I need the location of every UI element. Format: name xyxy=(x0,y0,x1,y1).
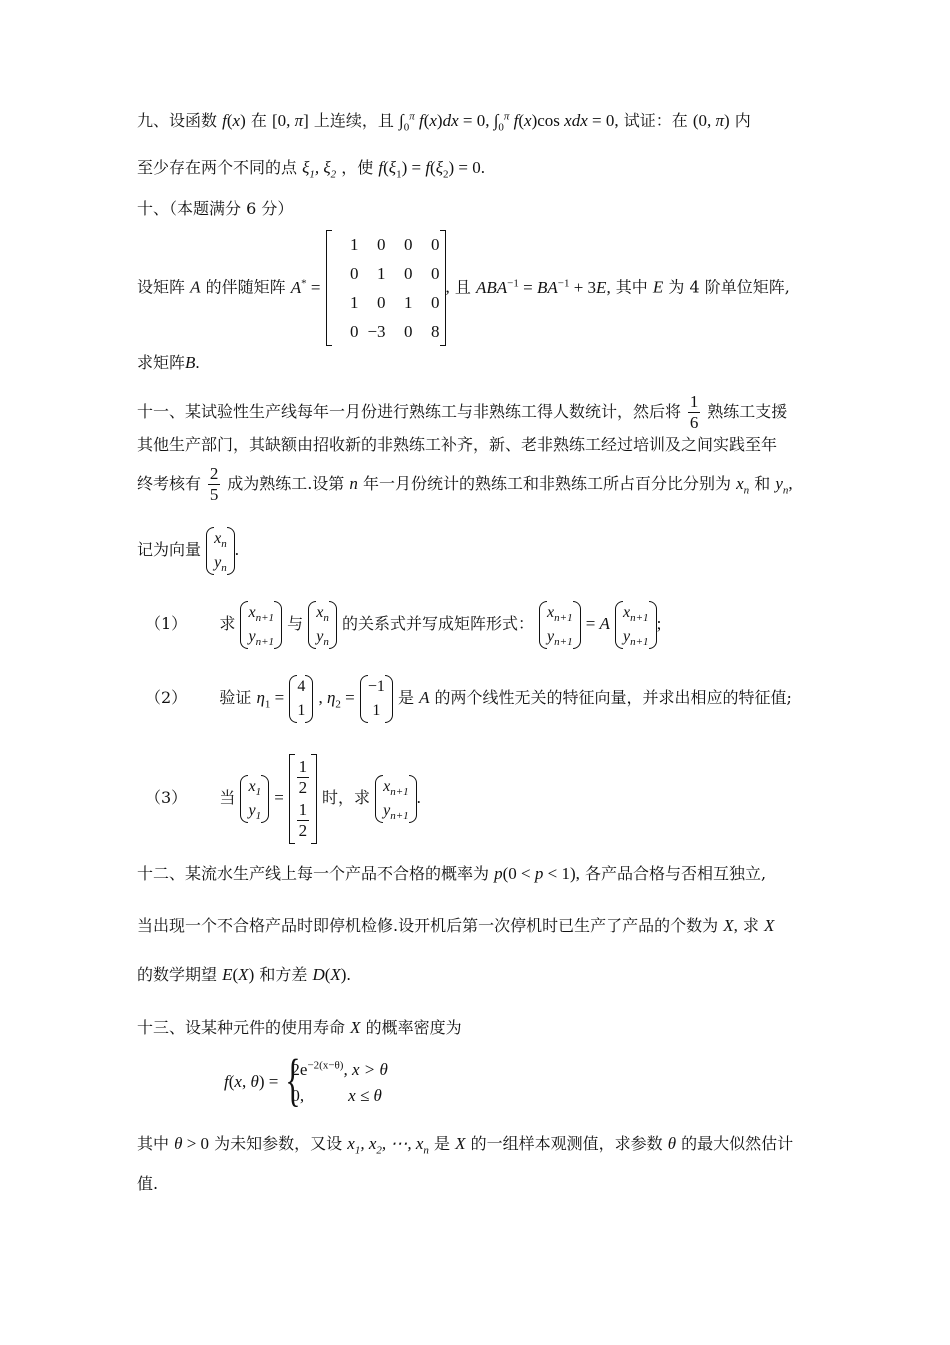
p10-text: 其中 xyxy=(615,277,648,297)
q2-text: 的两个线性无关的特征向量，并求出相应的特征值; xyxy=(434,688,792,707)
question-1: （1） 求 $x_{n+1}$ $y_{n+1}$ 与 $x_n$ $y_n$ 的关系式并写成矩阵形式： $x_{n+1}$ $y_{n+1}$ = A $x_{n+1}$ $y_{n+1}$ ; xyxy=(145,596,661,652)
p9-text: ，使 xyxy=(341,158,374,177)
p11-text: 和 xyxy=(754,474,771,493)
p13-text: 其中 xyxy=(137,1134,170,1153)
p13-text: 的最大似然估计 xyxy=(681,1134,794,1153)
q2-text: 是 xyxy=(397,688,414,707)
p11-text: 十一、某试验性生产线每年一月份进行熟练工与非熟练工得人数统计，然后将 xyxy=(137,402,682,421)
fraction-two-fifths: $\frac{2}{5}$ xyxy=(209,464,219,504)
problem-12-line-1: 十二、某流水生产线上每一个产品不合格的概率为 p(0 < p < 1), 各产品合格与否相互独立, xyxy=(137,864,767,883)
vector-next: $x_{n+1}$ $y_{n+1}$ xyxy=(375,773,417,825)
q3-text: 当 xyxy=(219,788,236,807)
problem-10-title: 十、（本题满分 6 分） xyxy=(137,199,294,218)
adjugate-matrix: 1 0 0 0 0 1 0 0 1 0 1 0 0 −3 0 8 xyxy=(326,230,446,346)
p9-text: 至少存在两个不同的点 xyxy=(137,158,298,177)
q3-label: （3） xyxy=(145,788,188,807)
fraction-one-sixth: $\frac{1}{6}$ xyxy=(689,392,699,432)
p12-text: 的数学期望 xyxy=(137,965,218,984)
vector-next: $x_{n+1}$ $y_{n+1}$ xyxy=(240,599,282,651)
integral-conditions: $\int_0^\pi$ f(x)dx = 0, $\int_0^\pi$ f(x)cos xdx = 0, xyxy=(399,110,619,134)
p11-text: 年一月份统计的熟练工和非熟练工所占百分比分别为 xyxy=(362,474,731,493)
problem-11-line-4: 记为向量 $x_n$ $y_n$ . xyxy=(137,522,239,578)
question-3: （3） 当 $x_1$ $y_1$ = $\frac{1}{2}$ $\frac{1}{2}$ 时，求 $x_{n+1}$ $y_{n+1}$ . xyxy=(145,748,421,848)
p10-text: 的伴随矩阵 xyxy=(205,277,286,297)
vector-xn-yn: $x_n$ $y_n$ xyxy=(206,525,235,577)
p12-text: 和方差 xyxy=(259,965,308,984)
vector-eta2: −1 1 xyxy=(360,673,393,725)
problem-13-line-3: 值. xyxy=(137,1174,159,1193)
q3-text: 时，求 xyxy=(321,788,370,807)
p13-text: 为未知参数，又设 xyxy=(214,1134,343,1153)
q1-text: 的关系式并写成矩阵形式： xyxy=(341,614,534,633)
vector-next: $x_{n+1}$ $y_{n+1}$ xyxy=(539,599,581,651)
vector-next: $x_{n+1}$ $y_{n+1}$ xyxy=(615,599,657,651)
q1-label: （1） xyxy=(145,614,188,633)
p12-text: 当出现一个不合格产品时即停机检修.设开机后第一次停机时已生产了产品的个数为 xyxy=(137,916,719,935)
problem-12-line-2: 当出现一个不合格产品时即停机检修.设开机后第一次停机时已生产了产品的个数为 X, 求 X xyxy=(137,916,775,935)
vector-x1-y1: $x_1$ $y_1$ xyxy=(240,773,269,825)
problem-12-line-3: 的数学期望 E(X) 和方差 D(X). xyxy=(137,965,351,984)
problem-11-line-3: 终考核有 $\frac{2}{5}$ 成为熟练工.设第 n 年一月份统计的熟练工和非熟练工所占百分比分别为 $x_n$ 和 $y_n$, xyxy=(137,464,793,504)
q1-text: 求 xyxy=(219,614,236,633)
problem-9-line-2: 至少存在两个不同的点 $\xi_1$, $\xi_2$ ，使 $f(\xi_1) = f(\xi_2) = 0$. xyxy=(137,158,485,181)
piecewise-cases: { $2e^{-2(x-\theta)}$, x > θ 0, x ≤ θ xyxy=(283,1057,387,1109)
p10-text: 设矩阵 xyxy=(137,277,186,297)
p10-text: 且 xyxy=(454,277,471,297)
p12-text: 求 xyxy=(742,916,759,935)
q2-label: （2） xyxy=(145,688,188,707)
math: f xyxy=(222,111,227,130)
p10-text: 为 4 阶单位矩阵, xyxy=(668,277,790,297)
q1-text: 与 xyxy=(287,614,304,633)
p11-text: 成为熟练工.设第 xyxy=(227,474,345,493)
problem-13-line-1: 十三、设某种元件的使用寿命 X 的概率密度为 xyxy=(137,1018,462,1037)
p9-text: 内 xyxy=(734,111,751,130)
p10-text: 求矩阵 xyxy=(137,353,186,372)
vector-eta1: 4 1 xyxy=(289,673,313,725)
p11-text: 记为向量 xyxy=(137,540,202,559)
problem-10-ask: 求矩阵B. xyxy=(137,353,200,372)
p9-text: 上连续，且 xyxy=(313,111,394,130)
problem-11-line-1 xyxy=(137,392,787,433)
p13-text: 是 xyxy=(434,1134,451,1153)
p11-text: 熟练工支援 xyxy=(707,402,788,421)
p13-text: 十三、设某种元件的使用寿命 xyxy=(137,1018,346,1037)
p9-text: 试证：在 xyxy=(623,111,688,130)
problem-9-line-1: 九、设函数 f(x) 在 [0, π] 上连续，且 $\int_0^\pi$ f(x)dx = 0, $\int_0^\pi$ f(x)cos xdx = 0, 试证：在 (0, π) 内 xyxy=(137,110,751,134)
problem-13-line-2: 其中 θ > 0 为未知参数，又设 $x_1$, $x_2$, ⋯, $x_n$ 是 X 的一组样本观测值，求参数 θ 的最大似然估计 xyxy=(137,1134,794,1157)
q2-text: 验证 xyxy=(219,688,252,707)
p9-text: 九、设函数 xyxy=(137,111,218,130)
p13-text: 的一组样本观测值，求参数 xyxy=(470,1134,663,1153)
vector-current: $x_n$ $y_n$ xyxy=(308,599,337,651)
problem-11-line-2: 其他生产部门，其缺额由招收新的非熟练工补齐，新、老非熟练工经过培训及之间实践至年 xyxy=(137,435,778,454)
p12-text: 各产品合格与否相互独立, xyxy=(584,864,767,883)
problem-10-statement: 设矩阵 A 的伴随矩阵 A* = 1 0 0 0 0 1 0 0 1 0 1 0 0 −3 0 8 , 且 $ABA^{-1} = BA^{-1} + 3E$, 其中 E 为 4 阶单位矩阵, xyxy=(137,230,790,342)
half-vector: $\frac{1}{2}$ $\frac{1}{2}$ xyxy=(289,754,317,844)
p9-text: 在 xyxy=(250,111,267,130)
question-2: （2） 验证 $\eta_1$ = 4 1 , $\eta_2$ = −1 1 是 A 的两个线性无关的特征向量，并求出相应的特征值; xyxy=(145,670,792,726)
p13-text: 的概率密度为 xyxy=(365,1018,462,1037)
p11-text: 终考核有 xyxy=(137,474,202,493)
p12-text: 十二、某流水生产线上每一个产品不合格的概率为 xyxy=(137,864,490,883)
density-function: f(x, θ) = { $2e^{-2(x-\theta)}$, x > θ 0, x ≤ θ xyxy=(224,1054,388,1110)
